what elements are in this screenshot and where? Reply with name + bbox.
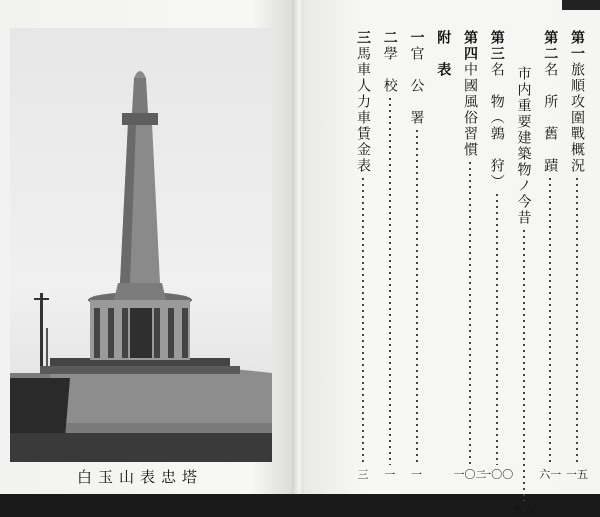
tower-photo — [10, 28, 272, 462]
appendix-entry — [406, 30, 428, 480]
leader-dots — [389, 98, 391, 465]
toc-entry — [513, 30, 535, 516]
appendix-entry — [379, 30, 401, 480]
appendix-entry-page: 一 — [384, 468, 396, 481]
tower-illustration — [10, 28, 272, 462]
appendix-entry-title: 學 校 — [381, 46, 398, 94]
right-page — [304, 0, 600, 517]
toc-entry-number: 第二 — [542, 30, 559, 62]
toc-entry-page: 九六 — [512, 504, 535, 517]
leader-dots — [362, 178, 364, 465]
appendix-entry-page: 三 — [357, 468, 369, 481]
appendix-label: 附 表 — [435, 30, 452, 78]
left-page — [0, 0, 296, 494]
toc-entry-page: 一〇二 — [453, 468, 487, 481]
toc-entry — [453, 30, 487, 481]
toc-entry-page: 一〇〇 — [480, 468, 514, 481]
toc-entry-number: 第一 — [569, 30, 585, 62]
toc-entry-title: 中國風俗習慣 — [462, 62, 478, 158]
toc-entry-title: 名 物（鶉 狩） — [488, 62, 505, 190]
leader-dots — [549, 178, 551, 465]
appendix-entry — [352, 30, 374, 480]
appendix-entry-number: 二 — [381, 30, 398, 46]
leader-dots — [576, 178, 578, 465]
table-of-contents — [352, 30, 588, 517]
toc-entry-title: 名 所 舊 蹟 — [542, 62, 559, 174]
toc-entry-page: 六一 — [539, 468, 562, 481]
page-corner-mark — [562, 0, 600, 10]
appendix-entry-title: 官 公 署 — [408, 46, 425, 126]
toc-entry-title: 市内重要建築物ノ今昔 — [515, 66, 532, 226]
appendix-entry-title: 馬車人力車賃金表 — [355, 46, 371, 174]
leader-dots — [523, 230, 525, 501]
appendix-entry-number: 一 — [408, 30, 425, 46]
leader-dots — [469, 162, 471, 465]
appendix-heading — [432, 30, 454, 480]
photo-caption: 白玉山表忠塔 — [76, 468, 203, 486]
toc-entry-number: 第四 — [462, 30, 478, 62]
appendix-entry-page: 一 — [411, 468, 422, 481]
leader-dots — [416, 130, 418, 465]
leader-dots — [496, 194, 498, 465]
toc-entry-title: 旅順攻圍戰概況 — [569, 62, 585, 174]
toc-entry-number: 第三 — [488, 30, 505, 62]
appendix-entry-number: 三 — [355, 30, 371, 46]
toc-entry — [539, 30, 561, 480]
toc-entry-page: 一五 — [566, 468, 588, 481]
toc-entry — [566, 30, 588, 480]
toc-entry — [480, 30, 514, 481]
